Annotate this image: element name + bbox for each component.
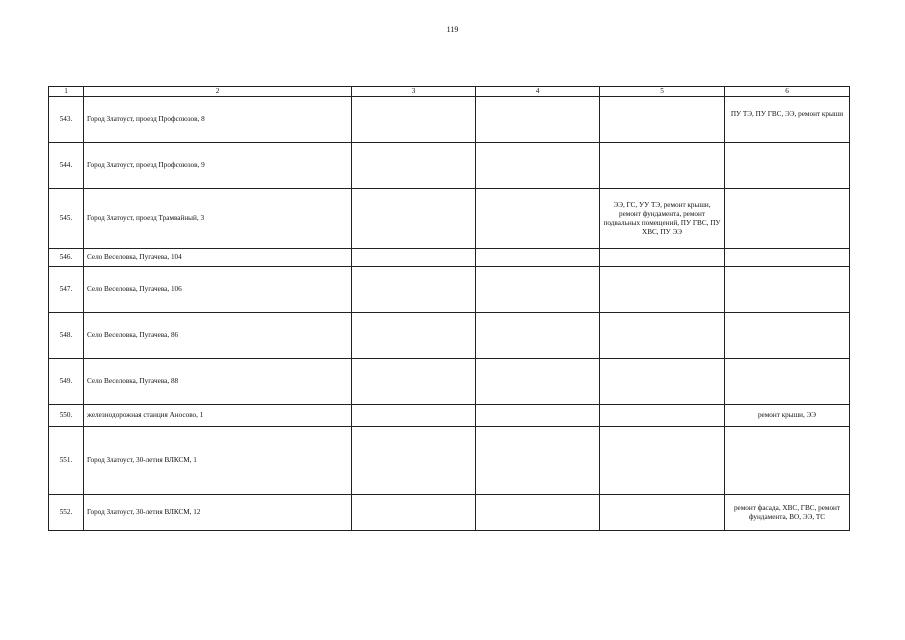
column-4-cell (476, 189, 600, 249)
column-6-cell: ремонт крыши, ЭЭ (725, 405, 850, 427)
column-4-cell (476, 405, 600, 427)
column-header: 3 (352, 87, 476, 97)
row-number: 547. (49, 267, 84, 313)
column-6-cell: ПУ ТЭ, ПУ ГВС, ЭЭ, ремонт крыши (725, 97, 850, 143)
column-4-cell (476, 313, 600, 359)
address-cell: Город Златоуст, проезд Трамвайный, 3 (84, 189, 352, 249)
column-header: 6 (725, 87, 850, 97)
table-row (49, 143, 850, 189)
address-cell: Село Веселовка, Пугачева, 106 (84, 267, 352, 313)
column-5-cell (600, 313, 725, 359)
registry-table (48, 86, 850, 531)
column-3-cell (352, 405, 476, 427)
column-header: 4 (476, 87, 600, 97)
column-6-cell (725, 249, 850, 267)
column-5-cell (600, 495, 725, 531)
page-number: 119 (446, 25, 459, 34)
row-number: 549. (49, 359, 84, 405)
row-number: 543. (49, 97, 84, 143)
column-3-cell (352, 495, 476, 531)
table-row (49, 267, 850, 313)
column-4-cell (476, 267, 600, 313)
table-row (49, 97, 850, 143)
column-header: 2 (84, 87, 352, 97)
table-row (49, 189, 850, 249)
address-cell: Город Златоуст, проезд Профсоюзов, 9 (84, 143, 352, 189)
column-3-cell (352, 249, 476, 267)
column-3-cell (352, 97, 476, 143)
column-4-cell (476, 427, 600, 495)
header-row (49, 87, 850, 97)
column-5-cell (600, 143, 725, 189)
column-6-cell (725, 427, 850, 495)
column-5-cell (600, 267, 725, 313)
column-6-cell (725, 189, 850, 249)
table-row (49, 249, 850, 267)
column-4-cell (476, 359, 600, 405)
address-cell: Город Златоуст, 30-летия ВЛКСМ, 1 (84, 427, 352, 495)
column-4-cell (476, 143, 600, 189)
address-cell: Город Златоуст, проезд Профсоюзов, 8 (84, 97, 352, 143)
table-row (49, 359, 850, 405)
address-cell: Село Веселовка, Пугачева, 86 (84, 313, 352, 359)
column-3-cell (352, 359, 476, 405)
column-6-cell: ремонт фасада, ХВС, ГВС, ремонт фундамента, ВО, ЭЭ, ТС (725, 495, 850, 531)
row-number: 546. (49, 249, 84, 267)
column-5-cell: ЭЭ, ГС, УУ ТЭ, ремонт крыши, ремонт фундамента, ремонт подвальных помещений, ПУ ГВС, ПУ ХВС, ПУ ЭЭ (600, 189, 725, 249)
address-cell: Село Веселовка, Пугачева, 104 (84, 249, 352, 267)
column-4-cell (476, 495, 600, 531)
row-number: 544. (49, 143, 84, 189)
row-number: 548. (49, 313, 84, 359)
column-header: 5 (600, 87, 725, 97)
column-5-cell (600, 427, 725, 495)
row-number: 550. (49, 405, 84, 427)
row-number: 552. (49, 495, 84, 531)
address-cell: Село Веселовка, Пугачева, 88 (84, 359, 352, 405)
table-row (49, 427, 850, 495)
column-3-cell (352, 313, 476, 359)
column-5-cell (600, 97, 725, 143)
column-3-cell (352, 143, 476, 189)
column-6-cell (725, 359, 850, 405)
table-row (49, 495, 850, 531)
column-4-cell (476, 97, 600, 143)
column-6-cell (725, 267, 850, 313)
column-4-cell (476, 249, 600, 267)
column-5-cell (600, 249, 725, 267)
address-cell: железнодорожная станция Аносово, 1 (84, 405, 352, 427)
table-row (49, 313, 850, 359)
column-3-cell (352, 267, 476, 313)
column-6-cell (725, 313, 850, 359)
address-cell: Город Златоуст, 30-летия ВЛКСМ, 12 (84, 495, 352, 531)
row-number: 545. (49, 189, 84, 249)
column-header: 1 (49, 87, 84, 97)
column-3-cell (352, 189, 476, 249)
column-5-cell (600, 359, 725, 405)
column-5-cell (600, 405, 725, 427)
table-row (49, 405, 850, 427)
row-number: 551. (49, 427, 84, 495)
column-3-cell (352, 427, 476, 495)
column-6-cell (725, 143, 850, 189)
